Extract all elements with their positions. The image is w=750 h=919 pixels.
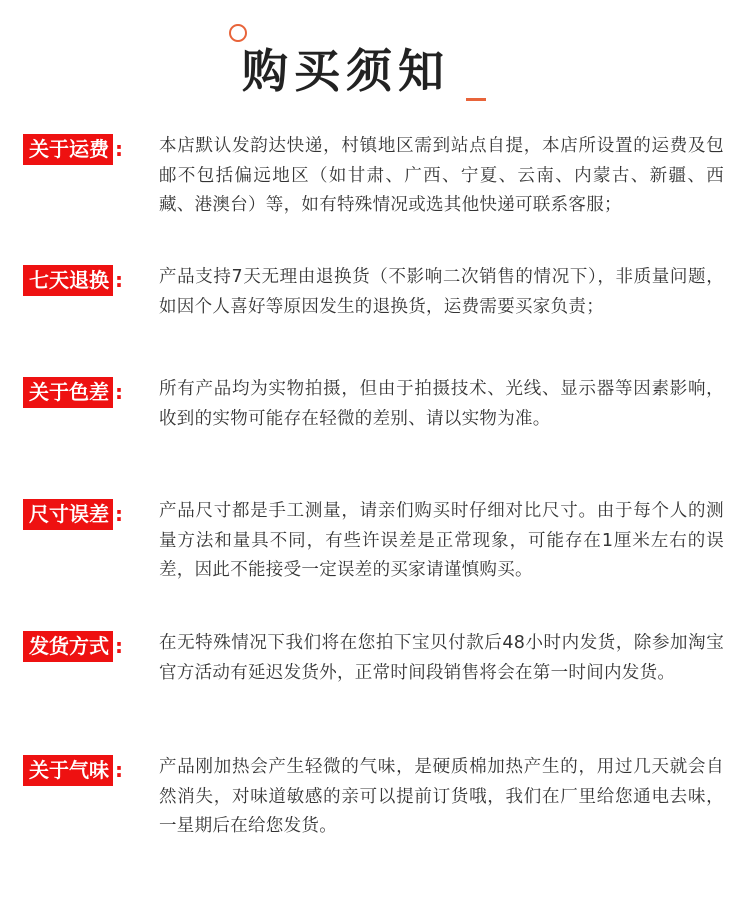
section-text: 所有产品均为实物拍摄，但由于拍摄技术、光线、显示器等因素影响，收到的实物可能存在轻微的差别、请以实物为准。 [159,379,724,429]
section-badge [23,755,138,786]
section-label-colon: : [115,502,123,526]
section-badge [23,499,138,530]
section-badge [23,377,138,408]
section-label: 尺寸误差 [23,499,113,530]
section-label: 关于色差 [23,377,113,408]
section-badge [23,631,138,662]
section-badge [23,134,138,165]
section-text: 产品支持7天无理由退换货（不影响二次销售的情况下），非质量问题，如因个人喜好等原因发生的退换货，运费需要买家负责； [159,267,724,317]
section-label-colon: : [115,758,123,782]
section-text: 产品刚加热会产生轻微的气味，是硬质棉加热产生的，用过几天就会自然消失，对味道敏感的亲可以提前订货哦，我们在厂里给您通电去味，一星期后在给您发货。 [159,757,724,836]
decorative-circle-icon [229,24,247,42]
decorative-underline [466,98,486,101]
section-label-colon: : [115,268,123,292]
page-header [0,0,750,110]
section-label: 七天退换 [23,265,113,296]
section-badge [23,265,138,296]
section-label-colon: : [115,137,123,161]
section-text: 本店默认发韵达快递，村镇地区需到站点自提，本店所设置的运费及包邮不包括偏远地区（如甘肃、广西、宁夏、云南、内蒙古、新疆、西藏、港澳台）等，如有特殊情况或选其他快递可联系客服； [159,136,724,215]
section-label: 关于气味 [23,755,113,786]
section-text: 产品尺寸都是手工测量，请亲们购买时仔细对比尺寸。由于每个人的测量方法和量具不同，有些许误差是正常现象，可能存在1厘米左右的误差，因此不能接受一定误差的买家请谨慎购买。 [159,501,724,580]
section-label-colon: : [115,634,123,658]
page-title: 购买须知 [242,44,450,98]
section-text: 在无特殊情况下我们将在您拍下宝贝付款后48小时内发货，除参加淘宝官方活动有延迟发货外，正常时间段销售将会在第一时间内发货。 [159,633,724,683]
section-label-colon: : [115,380,123,404]
section-label: 关于运费 [23,134,113,165]
section-label: 发货方式 [23,631,113,662]
